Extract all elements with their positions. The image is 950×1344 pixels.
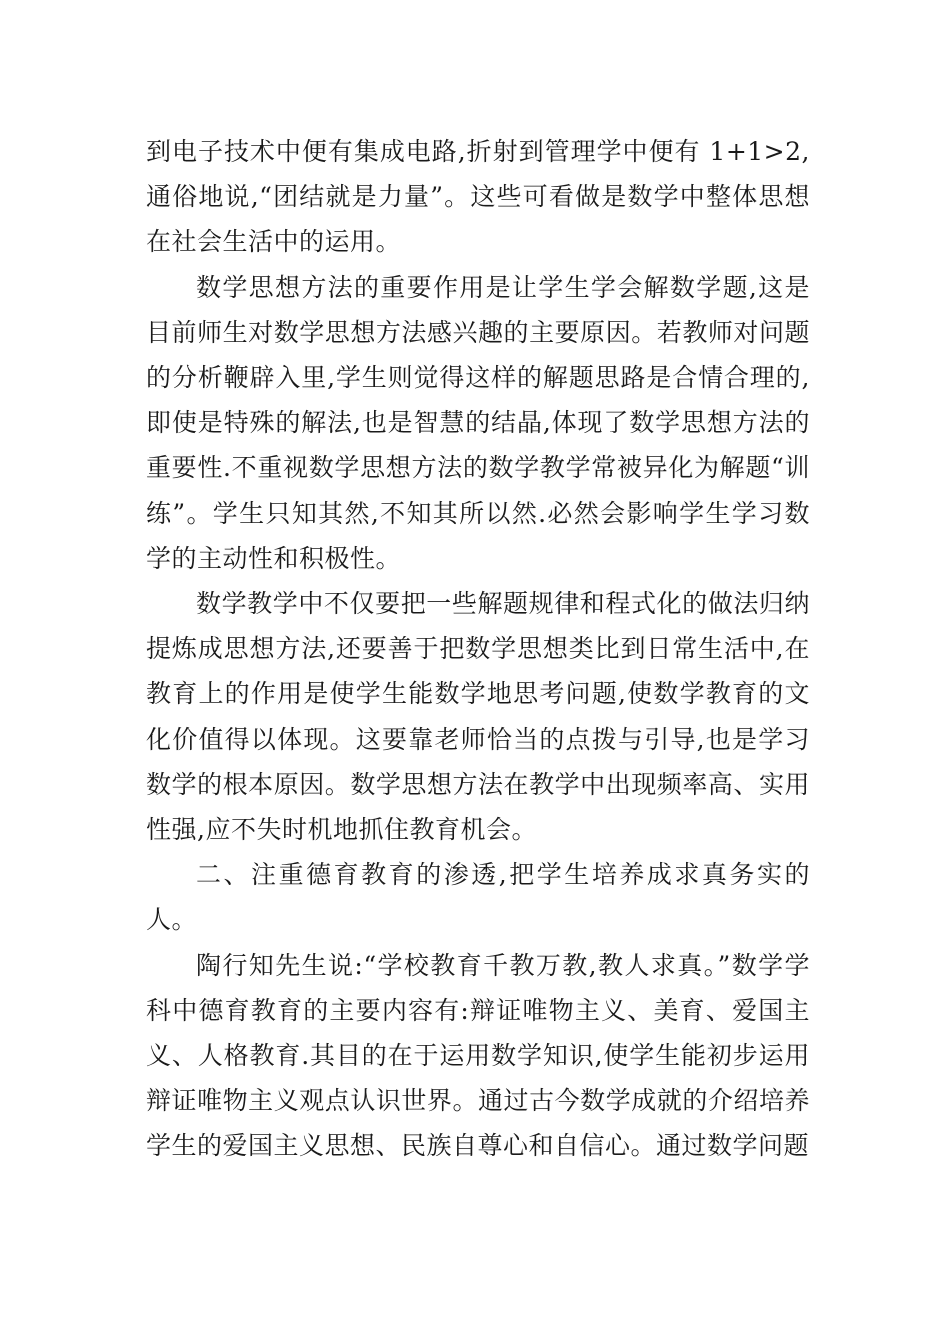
paragraph-tao-xingzhi-quote: 陶行知先生说:“学校教育千教万教,教人求真。”数学学科中德育教育的主要内容有:辩证唯物主义、美育、爱国主义、人格教育.其目的在于运用数学知识,使学生能初步运用辩证唯物主义观点认识世界。通过古今数学成就的介绍培养学生的爱国主义思想、民族自尊心和自信心。通过数学问题 [146, 950, 810, 1161]
document-body [146, 129, 810, 1169]
section-heading-moral-education: 二、注重德育教育的渗透,把学生培养成求真务实的人。 [146, 860, 810, 935]
paragraph-continued: 到电子技术中便有集成电路,折射到管理学中便有 1+1>2,通俗地说,“团结就是力量”。这些可看做是数学中整体思想在社会生活中的运用。 [146, 137, 810, 257]
paragraph-math-teaching: 数学教学中不仅要把一些解题规律和程式化的做法归纳提炼成思想方法,还要善于把数学思想类比到日常生活中,在教育上的作用是使学生能数学地思考问题,使数学教育的文化价值得以体现。这要靠老师恰当的点拨与引导,也是学习数学的根本原因。数学思想方法在教学中出现频率高、实用性强,应不失时机地抓住教育机会。 [146, 589, 810, 845]
paragraph-math-method-importance: 数学思想方法的重要作用是让学生学会解数学题,这是目前师生对数学思想方法感兴趣的主要原因。若教师对问题的分析鞭辟入里,学生则觉得这样的解题思路是合情合理的,即使是特殊的解法,也是智慧的结晶,体现了数学思想方法的重要性.不重视数学思想方法的数学教学常被异化为解题“训练”。学生只知其然,不知其所以然.必然会影响学生学习数学的主动性和积极性。 [146, 272, 810, 573]
